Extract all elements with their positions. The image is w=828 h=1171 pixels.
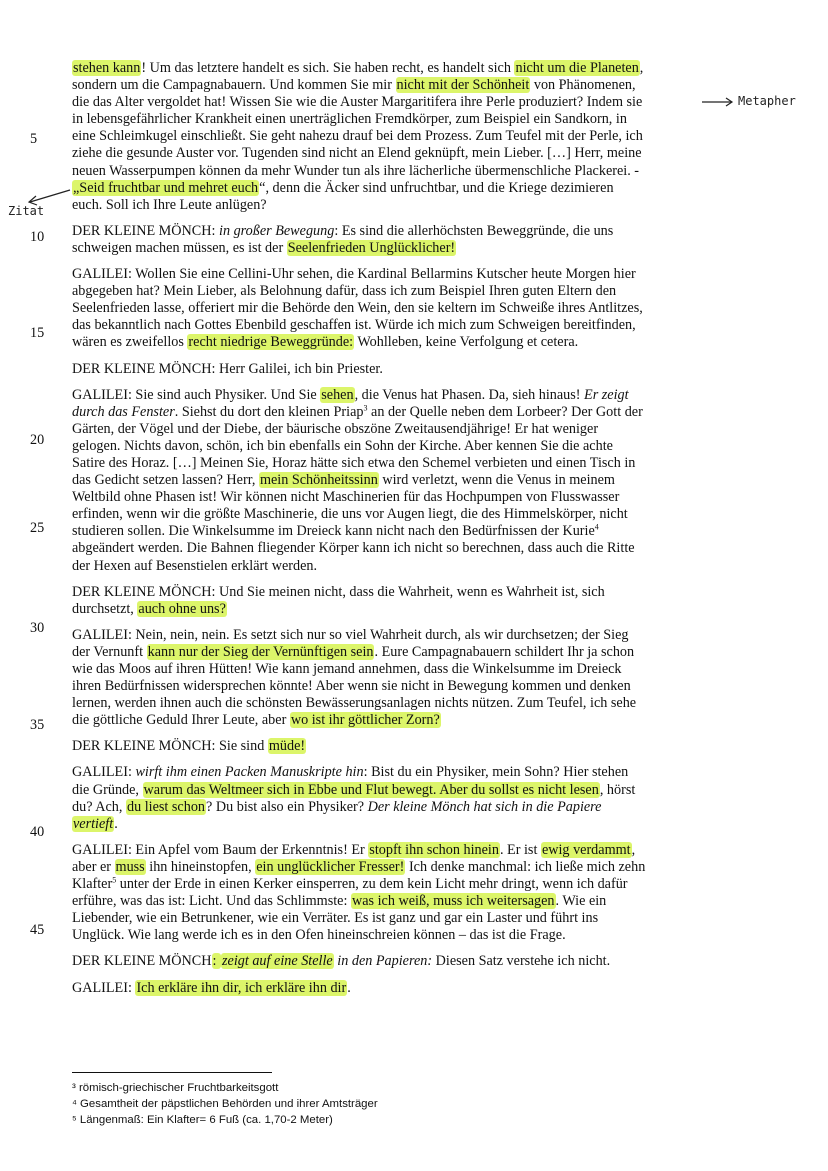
paragraph [72,980,697,997]
text-line [72,980,697,997]
paragraph [72,223,697,257]
footnote-ref: 4 [594,522,599,532]
highlighted-text: kann nur der Sieg der Vernünftigen sein [147,643,374,660]
text-segment: in den Papieren: [333,953,433,970]
text-segment: der Hexen auf Besenstielen erklärt werden. [72,557,318,574]
line-number: 25 [30,520,45,536]
text-line [72,334,697,351]
highlighted-text: vertieft [73,815,114,832]
text-line [72,540,697,557]
text-segment: euch. Soll ich Ihre Leute anlügen? [72,196,267,213]
text-segment: GALILEI: Wollen Sie eine Cellini-Uhr sehen, die Kardinal Bellarmins Kutscher heute Morgen hier [72,266,636,283]
paragraph [72,584,697,618]
text-segment: du? Ach, [72,798,126,815]
footnote: ⁴ Gesamtheit der päpstlichen Behörden und ihrer Amtsträger [72,1098,378,1110]
text-line [72,927,697,944]
text-segment: das bekanntlich nach Gottes Ebenbild geschaffen ist. Würde ich mich zum Schweigen bereitfinden, [72,317,636,334]
right-arrow-icon [700,96,736,108]
text-segment: DER KLEINE MÖNCH: [72,222,219,239]
paragraph [72,953,697,970]
text-segment: studieren sollen. Die Winkelsumme im Dreieck kann nicht nach den Bedürfnissen der Kurie [72,523,595,540]
text-line [72,506,697,523]
text-segment: durchsetzt, [72,600,138,617]
text-line [72,77,697,94]
text-segment: gelogen. Nichts davon, schön, ich bin ebenfalls ein Sohn der Kirche. Aber kennen Sie die achte [72,437,613,454]
text-line [72,387,697,404]
text-segment: ? Du bist also ein Physiker? [206,798,368,815]
text-segment: wirft ihm einen Packen Manuskripte hin [135,764,364,781]
text-segment: Unglück. Wie lang werde ich es in den Ofen hineinschreien können – das ist die Frage. [72,927,566,944]
text-line [72,404,697,421]
highlighted-text: Seelenfrieden Unglücklicher! [287,239,456,256]
paragraph [72,627,697,730]
text-segment: abgegeben hat? Mein Lieber, als Belohnung dafür, dass ich zum Beispiel Ihren guten Eltern den [72,283,617,300]
text-segment: unter der Erde in einen Kerker einsperren, zu dem kein Licht mehr dringt, wenn ich dafür [116,876,628,893]
text-segment: Seelenfrieden lasse, offeriert mir die Behörde den Wein, den sie keltern im Schweiße ihres Antlitzes, [72,300,643,317]
text-segment: Weltbild ohne Phasen ist! Wir können nicht Maschinerien für das Hochpumpen von Flusswasser [72,489,620,506]
line-number: 20 [30,432,45,448]
highlighted-text: warum das Weltmeer sich in Ebbe und Flut bewegt. Aber du sollst es nicht lesen [143,781,599,798]
text-segment: Wohlleben, keine Verfolgung et cetera. [354,334,579,351]
text-line [72,601,697,618]
highlighted-text: recht niedrige Beweggründe: [188,334,354,351]
text-segment: GALILEI: Sie sind auch Physiker. Und Sie [72,386,321,403]
text-line [72,111,697,128]
text-segment: Klafter [72,876,113,893]
text-line [72,94,697,111]
line-number: 10 [30,229,45,245]
highlighted-text: nicht mit der Schönheit [396,77,530,94]
text-line [72,738,697,755]
highlighted-text: müde! [268,738,306,755]
text-segment: , hörst [599,781,636,798]
text-segment: abgeändert werden. Die Bahnen fliegender Körper kann ich nicht so berechnen, dass auch die Ritte [72,540,635,557]
highlighted-text: was ich weiß, muss ich weitersagen [351,893,555,910]
footnote: ⁵ Längenmaß: Ein Klafter= 6 Fuß (ca. 1,70-2 Meter) [72,1114,333,1126]
text-segment: DER KLEINE MÖNCH: Sie sind [72,738,268,755]
text-segment: Liebender, wie ein Betrunkener, wie ein Verräter. Es ist ganz und gar ein Laster und führt ins [72,910,599,927]
line-number: 15 [30,325,45,341]
text-segment: , [631,841,636,858]
paragraph [72,842,697,945]
text-segment: ziehe die gesunde Auster vor. Tugenden sind nicht an Elend geknüpft, mein Lieber. […] Herr, meine [72,145,642,162]
text-segment: GALILEI: [72,979,136,996]
text-segment: sondern um die Campagnabauern. Und kommen Sie mir [72,77,396,94]
text-segment: die das Alter vergoldet hat! Wissen Sie wie die Auster Margaritifera ihre Perle produziert? Indem sie [72,94,643,111]
text-segment: von Phänomenen, [530,77,636,94]
text-line [72,782,697,799]
footnotes [72,1080,378,1128]
text-line [72,627,697,644]
text-segment: wird verletzt, wenn die Venus in meinem [378,472,615,489]
text-segment: . Wie ein [555,893,607,910]
text-segment: GALILEI: Ein Apfel vom Baum der Erkenntnis! Er [72,841,369,858]
text-segment: erführe, was das ist: Licht. Und das Schlimmste: [72,893,351,910]
text-line [72,361,697,378]
text-line [72,455,697,472]
paragraph [72,387,697,575]
text-segment: . Eure Campagnabauern schildert Ihr ja schon [374,643,635,660]
highlighted-text: stopft ihn schon hinein [369,841,499,858]
text-segment: die göttliche Geduld Ihrer Leute, aber [72,712,290,729]
text-segment: in großer Bewegung [219,222,335,239]
annotation-metaphor: Metapher [738,94,796,108]
highlighted-text: zeigt auf eine Stelle [222,953,333,970]
text-segment: : Bist du ein Physiker, mein Sohn? Hier stehen [363,764,629,781]
text-line [72,876,697,893]
text-segment: Ich denke manchmal: ich ließe mich zehn [405,858,646,875]
text-segment: , die Venus hat Phasen. Da, sieh hinaus! [354,386,585,403]
text-segment: ! Um das letztere handelt es sich. Sie haben recht, es handelt sich [141,60,515,76]
highlighted-text: mein Schönheitssinn [259,472,378,489]
text-segment: Gärten, der Vögel und der Diebe, der bäurische obszöne Zweitausendjährige! Er hat weniger [72,420,599,437]
text-line [72,197,697,214]
annotation-quote: Zitat [8,204,45,218]
text-line [72,266,697,283]
text-segment: DER KLEINE MÖNCH: Herr Galilei, ich bin Priester. [72,360,383,377]
text-segment: . Siehst du dort den kleinen Priap [174,403,364,420]
text-line [72,584,697,601]
text-line [72,816,697,833]
footnote-ref: 3 [363,402,368,412]
text-line [72,644,697,661]
text-segment: GALILEI: [72,764,136,781]
footnote-divider [72,1072,272,1073]
line-number: 35 [30,717,45,733]
text-line [72,558,697,575]
text-line [72,953,697,970]
text-line [72,180,697,197]
text-segment: das Gedicht setzen lassen? Herr, [72,472,259,489]
line-number: 40 [30,824,45,840]
text-segment: an der Quelle neben dem Lorbeer? Der Gott der [367,403,643,420]
highlighted-text: ewig verdammt [541,841,631,858]
text-line [72,317,697,334]
text-segment: ihren Bedürfnissen widersprechen könnte! Aber wenn sie nicht in Bewegung kommen und denken [72,678,631,695]
text-line [72,128,697,145]
text-line [72,60,697,77]
text-line [72,764,697,781]
paragraph [72,361,697,378]
text-segment: ihn hineinstopfen, [145,858,256,875]
highlighted-text: sehen [321,386,354,403]
main-text [72,60,697,1006]
text-line [72,893,697,910]
text-line [72,283,697,300]
highlighted-text: stehen kann [73,60,141,76]
paragraph [72,60,697,214]
line-number: 5 [30,131,38,147]
line-number: 30 [30,620,45,636]
text-segment: . [114,815,118,832]
text-segment: Satire des Horaz. […] Meinen Sie, Horaz hätte sich etwa den Schemel verbieten und einen Tisch in [72,454,636,471]
text-line [72,799,697,816]
text-segment: eine Schleimkugel einschließt. Sie geht nahezu drauf bei dem Prozess. Zum Teufel mit der Perle, ich [72,128,643,145]
text-line [72,712,697,729]
text-line [72,678,697,695]
text-segment: “, denn die Äcker sind unfruchtbar, und die Kriege dezimieren [259,179,614,196]
text-segment: Diesen Satz verstehe ich nicht. [432,953,611,970]
text-segment: schweigen machen müssen, es ist der [72,239,287,256]
highlighted-text: ein unglücklicher Fresser! [256,858,405,875]
paragraph [72,266,697,351]
text-segment: lernen, werden ihnen auch die schönsten Bewässerungsanlagen nichts nützen. Zum Teufel, ich sehe [72,695,637,712]
text-segment: wie das Moos auf ihren Hütten! Wie kann jemand annehmen, dass die Winkelsumme im Dreieck [72,661,622,677]
text-segment: DER KLEINE MÖNCH: Und Sie meinen nicht, dass die Wahrheit, wenn es Wahrheit ist, sich [72,583,605,600]
footnote-ref: 5 [112,875,117,885]
highlighted-text: : [212,953,220,970]
text-segment: neuen Wasserpumpen können da mehr Wunder tun als ihre lächerliche übermenschliche Plackerei. - [72,162,640,179]
text-line [72,438,697,455]
text-line [72,472,697,489]
highlighted-text: wo ist ihr göttlicher Zorn? [290,712,440,729]
paragraph [72,764,697,832]
text-segment: erfinden, wenn wir die größte Maschinerie, die uns vor Augen liegt, die des Himmelskörper, nicht [72,506,628,523]
text-line [72,661,697,678]
text-segment: DER KLEINE MÖNCH [72,953,212,970]
text-segment: . [347,979,351,996]
text-line [72,421,697,438]
text-line [72,240,697,257]
highlighted-text: nicht um die Planeten [515,60,639,76]
highlighted-text: Ich erkläre ihn dir, ich erkläre ihn dir [136,979,347,996]
text-segment: GALILEI: Nein, nein, nein. Es setzt sich nur so viel Wahrheit durch, als wir durchsetzen; der Sieg [72,626,629,643]
text-segment: durch das Fenster [72,403,175,420]
text-line [72,145,697,162]
text-segment: der Vernunft [72,643,147,660]
highlighted-text: „Seid fruchtbar und mehret euch [73,179,259,196]
highlighted-text: auch ohne uns? [138,600,226,617]
text-segment: Der kleine Mönch hat sich in die Papiere [367,798,602,815]
text-segment: , [639,60,644,76]
text-line [72,300,697,317]
paragraph [72,738,697,755]
text-line [72,489,697,506]
text-line [72,223,697,240]
text-line [72,695,697,712]
text-segment: Er zeigt [584,386,629,403]
footnote: ³ römisch-griechischer Fruchtbarkeitsgott [72,1082,279,1094]
text-segment: die Gründe, [72,781,143,798]
highlighted-text: du liest schon [126,798,206,815]
text-line [72,523,697,540]
text-segment: aber er [72,858,115,875]
highlighted-text: muss [115,858,145,875]
text-segment: wären es zweifellos [72,334,188,351]
text-line [72,163,697,180]
text-segment: . Er ist [499,841,541,858]
text-line [72,859,697,876]
line-number: 45 [30,922,45,938]
text-segment: : Es sind die allerhöchsten Beweggründe, die uns [334,222,614,239]
text-line [72,842,697,859]
text-segment: in lebensgefährlicher Krankheit einen unerträglichen Fremdkörper, zum Beispiel ein Sandkorn, in [72,111,627,128]
text-line [72,910,697,927]
